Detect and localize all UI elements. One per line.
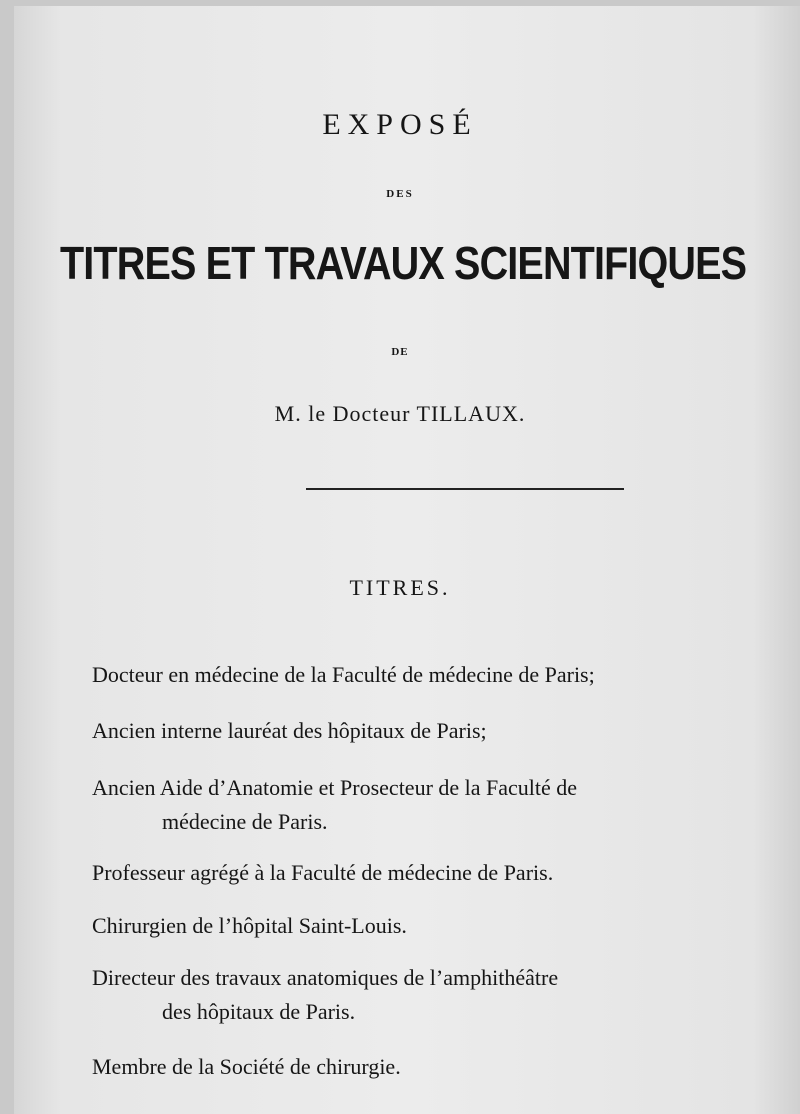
author-line: M. le Docteur TILLAUX. [274,401,526,426]
titre-item-3 [92,771,577,839]
document-page [14,6,800,1114]
titre-item-line: Ancien interne lauréat des hôpitaux de Paris; [92,718,487,743]
titre-item-6 [92,961,558,1029]
titre-item-line-continued: médecine de Paris. [162,809,328,834]
titre-item-2 [92,714,487,748]
horizontal-rule [306,488,624,490]
titre-item-line-continued: des hôpitaux de Paris. [162,999,356,1024]
titre-item-5 [92,909,407,943]
titre-item-4 [92,856,553,890]
titre-item-line: Directeur des travaux anatomiques de l’amphithéâtre [92,965,559,990]
titre-item-line: Ancien Aide d’Anatomie et Prosecteur de la Faculté de [92,775,578,800]
main-title: TITRES ET TRAVAUX SCIENTIFIQUES [60,237,747,289]
titre-item-line: Membre de la Société de chirurgie. [92,1054,401,1079]
titre-item-line: Chirurgien de l’hôpital Saint-Louis. [92,913,407,938]
titre-item-7 [92,1050,401,1084]
titre-item-1 [92,658,595,692]
titre-item-line: Docteur en médecine de la Faculté de médecine de Paris; [92,662,595,687]
titre-item-line: Professeur agrégé à la Faculté de médecine de Paris. [92,860,554,885]
section-title: TITRES. [349,575,451,600]
heading-expose: EXPOSÉ [322,108,478,141]
heading-de: DE [391,346,409,358]
heading-des: DES [386,188,414,200]
